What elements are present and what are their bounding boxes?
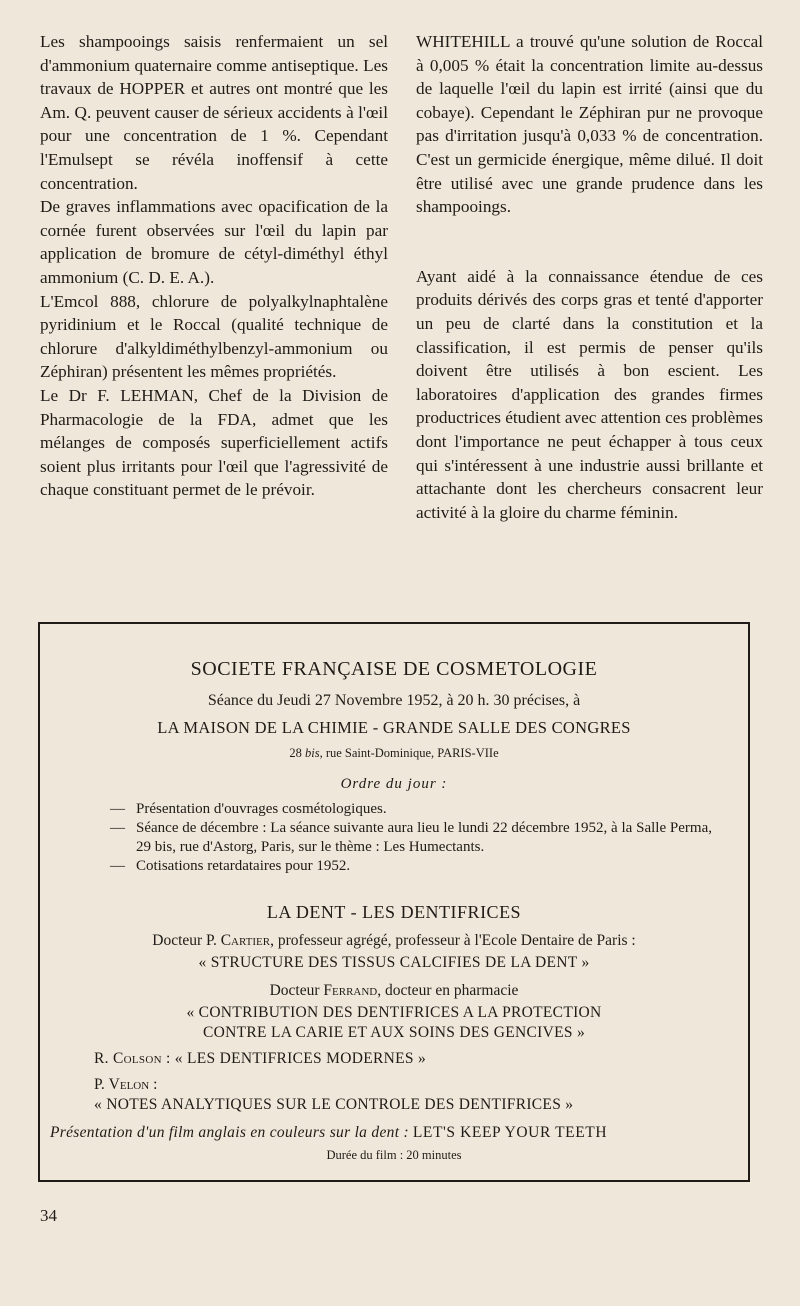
society-title: SOCIETE FRANÇAISE DE COSMETOLOGIE (190, 658, 598, 680)
left-column (40, 30, 388, 502)
speaker-name: Velon (108, 1076, 150, 1093)
address-bis: bis, (304, 746, 323, 760)
speaker-name: Colson (113, 1050, 162, 1067)
talk-title-line-1: « CONTRIBUTION DES DENTIFRICES A LA PROTECTION (186, 1004, 602, 1021)
speaker-prefix: Docteur P. (152, 932, 217, 949)
paragraph: Les shampooings saisis renfermaient un sel d'ammonium quaternaire comme antiseptique. Les travaux de HOPPER et autres ont montré que les Am. Q. peuvent causer de sérieux accidents à l'œil pour une concentration de 1 %. Cependant l'Emulsept se révéla inoffensif à cette concentration. (40, 32, 388, 193)
speaker-cartier (40, 932, 748, 950)
agenda-item: — Présentation d'ouvrages cosmétologiques. (110, 800, 712, 819)
right-column (416, 30, 763, 524)
speaker-name: Ferrand (323, 982, 378, 999)
paragraph: Le Dr F. LEHMAN, Chef de la Division de Pharmacologie de la FDA, admet que les mélanges de composés superficiellement actifs soient plus irritants pour l'œil que l'agressivité de chaque constituant permet de le prévoir. (40, 385, 388, 500)
talk-title: « NOTES ANALYTIQUES SUR LE CONTROLE DES DENTIFRICES » (94, 1096, 574, 1113)
page-number: 34 (40, 1206, 57, 1225)
paragraph: Ayant aidé à la connaissance étendue de ces produits dérivés des corps gras et tenté d'apporter un peu de clarté dans la constitution et la classification, il est permis de penser qu'ils doivent être utilisés à bon escient. Les laboratoires d'application des grandes firmes productrices étudient avec attention ces problèmes dont l'importance ne peut échapper à tous ceux qui s'intéressent à une industrie aussi brillante et attachante dont les chercheurs consacrent leur activité à la gloire du charme féminin. (416, 266, 763, 522)
meeting-venue: LA MAISON DE LA CHIMIE - GRANDE SALLE DES CONGRES (157, 718, 631, 737)
paragraph: L'Emcol 888, chlorure de polyalkylnaphtalène pyridinium et le Roccal (qualité technique de chlorure d'alkyldiméthylbenzyl-ammonium ou Zéphiran) présentent les mêmes propriétés. (40, 291, 388, 382)
address-street: rue Saint-Dominique, PARIS-VIIe (325, 746, 499, 760)
talk-title: : « LES DENTIFRICES MODERNES » (161, 1050, 427, 1067)
film-line (50, 1124, 746, 1142)
speaker-name: Cartier (220, 932, 271, 949)
film-title: LET'S KEEP YOUR TEETH (412, 1124, 608, 1141)
agenda-item: — Séance de décembre : La séance suivante aura lieu le lundi 22 décembre 1952, à la Salle Perma, 29 bis, rue d'Astorg, Paris, sur le thème : Les Humectants. (110, 819, 712, 857)
talk-title: « STRUCTURE DES TISSUS CALCIFIES DE LA DENT » (198, 954, 590, 971)
meeting-address (40, 746, 748, 761)
talk-title-line-2: CONTRE LA CARIE ET AUX SOINS DES GENCIVES » (202, 1024, 586, 1041)
film-duration: Durée du film : 20 minutes (326, 1148, 462, 1162)
speaker-prefix: P. (94, 1076, 105, 1093)
speaker-prefix: R. (94, 1050, 109, 1067)
film-intro: Présentation d'un film anglais en couleurs sur la dent : (50, 1124, 409, 1141)
speaker-role: , professeur agrégé, professeur à l'Ecole Dentaire de Paris : (270, 932, 636, 949)
announcement-box (38, 622, 750, 1182)
speaker-ferrand (40, 982, 748, 1000)
speaker-colon: : (149, 1076, 158, 1093)
agenda-heading: Ordre du jour : (340, 776, 448, 792)
paragraph: De graves inflammations avec opacification de la cornée furent observées sur l'œil du lapin par application de bromure de cétyl-diméthyl éthyl ammonium (C. D. E. A.). (40, 197, 388, 287)
speaker-velon (94, 1076, 157, 1094)
agenda-list (110, 800, 712, 876)
address-number: 28 (289, 746, 302, 760)
speaker-role: , docteur en pharmacie (377, 982, 519, 999)
meeting-date: Séance du Jeudi 27 Novembre 1952, à 20 h. 30 précises, à (207, 692, 581, 709)
paragraph: WHITEHILL a trouvé qu'une solution de Roccal à 0,005 % était la concentration limite au-dessus de laquelle l'œil du lapin est irrité (ainsi que du cobaye). Cependant le Zéphiran pur ne provoque pas d'irritation jusqu'à 0,033 % de concentration. C'est un germicide énergique, même dilué. Il doit être utilisé avec une grande prudence dans les shampooings. (416, 32, 763, 217)
speaker-colson (94, 1050, 426, 1068)
session-title: LA DENT - LES DENTIFRICES (266, 902, 522, 922)
agenda-item: — Cotisations retardataires pour 1952. (110, 857, 712, 876)
speaker-prefix: Docteur (269, 982, 320, 999)
